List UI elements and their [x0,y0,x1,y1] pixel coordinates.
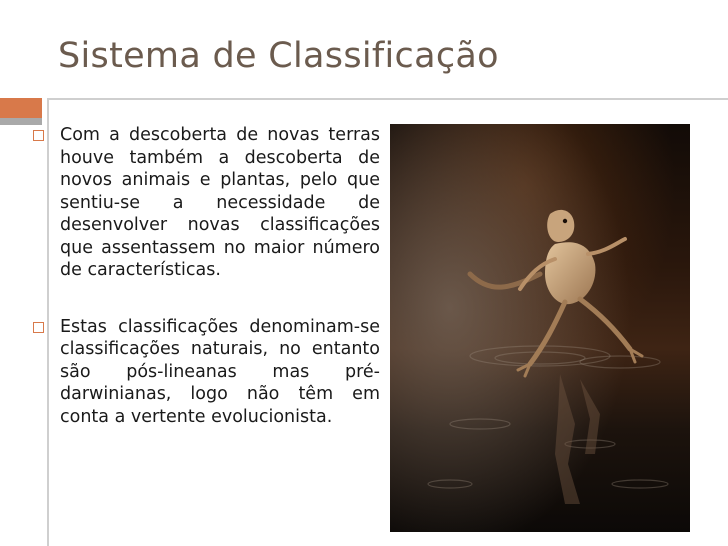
square-bullet-icon [33,130,44,141]
bullet-list [28,124,380,462]
square-bullet-icon [33,322,44,333]
bullet-item [28,316,380,429]
slide-title: Sistema de Classificação [58,36,499,76]
basilisk-lizard-photo [390,124,690,532]
horizontal-rule [47,98,728,100]
bullet-item [28,124,380,282]
accent-bar [0,98,42,118]
bullet-text: Estas classificações denominam-se classificações naturais, no entanto são pós-lineanas mas pré-darwinianas, logo não têm em conta a vertente evolucionista. [60,316,380,427]
bullet-text: Com a descoberta de novas terras houve também a descoberta de novos animais e plantas, pelo que sentiu-se a necessidade de desenvolver novas classificações que assentassem no maior número de características. [60,125,380,280]
